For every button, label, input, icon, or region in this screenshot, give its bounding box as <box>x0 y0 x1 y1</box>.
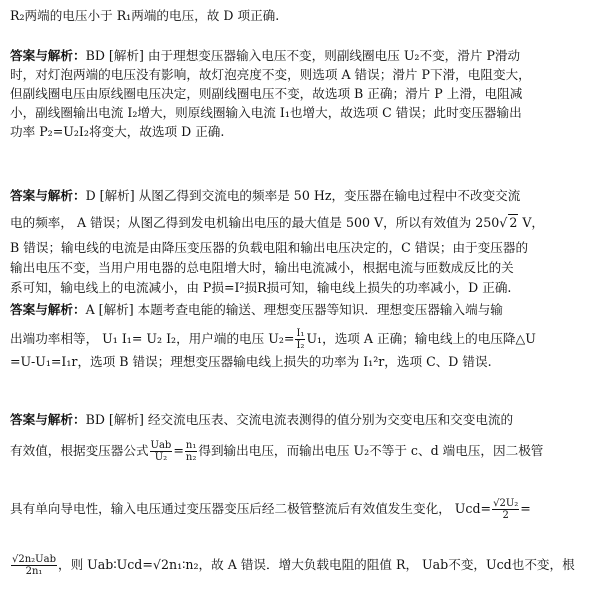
fraction-denominator: I₂ <box>296 340 305 351</box>
fraction-numerator: √2n₂Uab <box>12 554 56 565</box>
fraction-denominator: n₂ <box>185 452 197 463</box>
sqrt-radicand: 2 <box>509 215 518 230</box>
text-line: =U-U₁=I₁r，选项 B 错误；理想变压器输电线上损失的功率为 I₁²r，选项 C、D 错误. <box>10 354 492 369</box>
answer-heading: 答案与解析： <box>10 302 86 317</box>
fraction-numerator: I₁ <box>296 328 305 339</box>
line-text: BD [解析] 由于理想变压器输入电压不变，则副线圈电压 U₂不变，滑片 P滑动 <box>85 48 521 63</box>
line-text: V， <box>518 215 545 230</box>
line-text: ，则 Uab∶Ucd=√2n₁∶n₂，故 A 错误．增大负载电阻的阻值 R， Uab不变，Ucd也不变，根 <box>57 557 575 572</box>
fraction-denominator: 2 <box>502 510 509 521</box>
text-line <box>10 412 513 428</box>
fraction <box>295 328 305 351</box>
equals-sign: = <box>173 443 184 458</box>
answer-heading: 答案与解析： <box>10 412 86 427</box>
text-line <box>10 498 531 521</box>
fraction-numerator: Uab <box>150 440 172 451</box>
text-line: 小，副线圈输出电流 I₂增大，则原线圈输入电流 I₁也增大，故选项 C 错误；此时变压器输出 <box>10 105 522 120</box>
text-line: R₂两端的电压小于 R₁两端的电压，故 D 项正确. <box>10 8 280 23</box>
line-text: 具有单向导电性，输入电压通过变压器变压后经二极管整流后有效值发生变化， Ucd= <box>10 501 492 516</box>
line-text: U₁，选项 A 正确；输电线上的电压降△U <box>306 331 536 346</box>
text-line <box>10 48 520 64</box>
line-text: A [解析] 本题考查电能的输送、理想变压器等知识．理想变压器输入端与输 <box>85 302 503 317</box>
line-text: 出端功率相等， U₁ I₁= U₂ I₂，用户端的电压 U₂= <box>10 331 295 346</box>
fraction <box>150 440 173 463</box>
equals-sign: = <box>520 501 531 516</box>
text-line: 系可知，输电线上的电流减小，由 P损=I²损R损可知，输电线上损失的功率减小，D 正确. <box>10 280 512 295</box>
fraction-numerator: n₁ <box>185 440 197 451</box>
answer-heading: 答案与解析： <box>10 188 86 203</box>
line-text: 有效值，根据变压器公式 <box>10 443 149 458</box>
text-line <box>10 302 503 318</box>
fraction-denominator: 2n₁ <box>25 566 43 577</box>
text-line: 功率 P₂=U₂I₂将变大，故选项 D 正确. <box>10 124 225 139</box>
line-text: BD [解析] 经交流电压表、交流电流表测得的值分别为交变电压和交变电流的 <box>85 412 514 427</box>
text-line <box>10 328 536 351</box>
text-line <box>10 554 575 577</box>
fraction-numerator: √2U₂ <box>493 498 519 509</box>
line-text: D [解析] 从图乙得到交流电的频率是 50 Hz，变压器在输电过程中不改变交流 <box>85 188 521 203</box>
fraction <box>11 554 57 577</box>
line-text: 得到输出电压，而输出电压 U₂不等于 c、d 端电压，因二极管 <box>198 443 544 458</box>
text-line: B 错误；输电线的电流是由降压变压器的负载电阻和输出电压决定的，C 错误；由于变压器的 <box>10 240 529 255</box>
answer-heading: 答案与解析： <box>10 48 86 63</box>
fraction <box>492 498 519 521</box>
text-line <box>10 188 520 204</box>
fraction-denominator: U₂ <box>154 452 168 463</box>
text-line: 输出电压不变，当用户用电器的总电阻增大时，输出电流减小，根据电流与匝数成反比的关 <box>10 260 514 275</box>
text-line: 时，对灯泡两端的电压没有影响，故灯泡亮度不变，则选项 A 错误；滑片 P下滑，电阻变大， <box>10 67 531 82</box>
line-text: 电的频率， A 错误；从图乙得到发电机输出电压的最大值是 500 V，所以有效值为 250 <box>10 215 500 230</box>
fraction <box>185 440 197 463</box>
text-line: 但副线圈电压由原线圈电压决定，则副线圈电压不变，故选项 B 正确；滑片 P 上滑，电阻减 <box>10 86 523 101</box>
text-line: 电的频率， A 错误；从图乙得到发电机输出电压的最大值是 500 V，所以有效值为 250√ 2 V， <box>10 215 545 230</box>
text-line <box>10 440 543 463</box>
